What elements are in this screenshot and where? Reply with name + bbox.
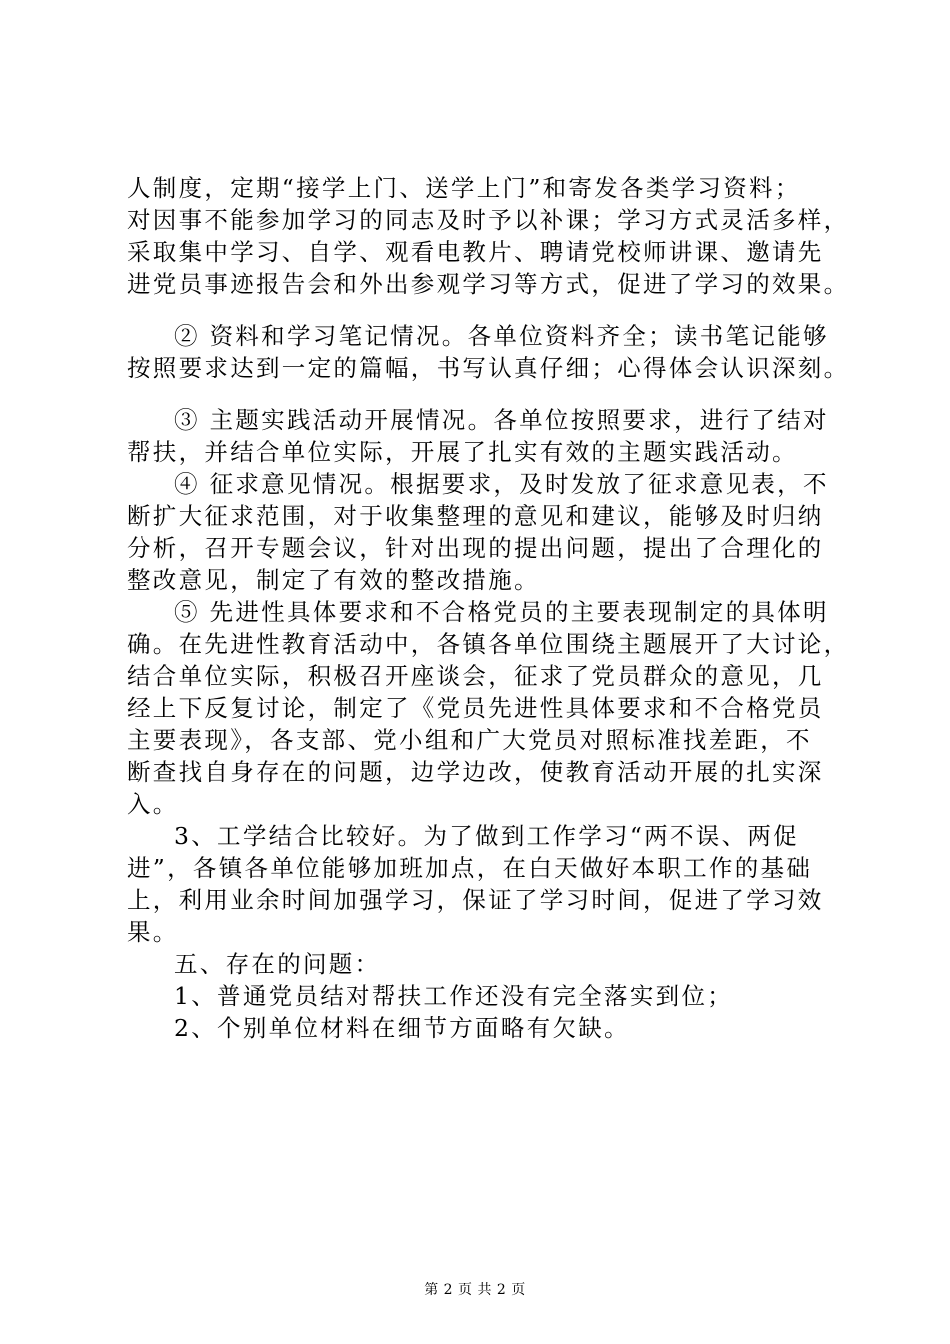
- problem-item-1: [127, 980, 847, 1012]
- text-line: ② 资料和学习笔记情况。各单位资料齐全；读书笔记能够: [174, 322, 829, 350]
- text-line: 2、个别单位材料在细节方面略有欠缺。: [174, 1014, 630, 1042]
- text-line: 确。在先进性教育活动中，各镇各单位围绕主题展开了大讨论，: [127, 630, 850, 658]
- text-line: 人制度，定期“接学上门、送学上门”和寄发各类学习资料；: [127, 174, 801, 202]
- text-line: 五、存在的问题：: [174, 950, 381, 978]
- text-line: 分析，召开专题会议，针对出现的提出问题，提出了合理化的: [127, 534, 824, 562]
- text-line: 按照要求达到一定的篇幅，书写认真仔细；心得体会认识深刻。: [127, 354, 850, 382]
- text-line: 结合单位实际，积极召开座谈会，征求了党员群众的意见，几: [127, 662, 824, 690]
- text-line: 1、普通党员结对帮扶工作还没有完全落实到位；: [174, 982, 734, 1010]
- paragraph-continuation: [127, 172, 850, 300]
- paragraph-theme-practice: [127, 404, 847, 468]
- page-number-label: 第 2 页 共 2 页: [424, 1282, 526, 1298]
- text-line: 进党员事迹报告会和外出参观学习等方式，促进了学习的效果。: [127, 270, 850, 298]
- paragraph-gap: [127, 384, 847, 404]
- text-line: 整改意见，制定了有效的整改措施。: [127, 566, 540, 594]
- paragraph-opinion-collection: [127, 468, 847, 596]
- section-heading-problems: [127, 948, 847, 980]
- paragraph-gap: [127, 300, 847, 320]
- paragraph-work-study: [127, 820, 847, 948]
- text-line: 3、工学结合比较好。为了做到工作学习“两不误、两促: [174, 822, 799, 850]
- text-line: 入。: [127, 790, 179, 818]
- text-line: 对因事不能参加学习的同志及时予以补课；学习方式灵活多样，: [127, 206, 850, 234]
- text-line: 进”，各镇各单位能够加班加点，在白天做好本职工作的基础: [127, 854, 813, 882]
- text-line: 断查找自身存在的问题，边学边改，使教育活动开展的扎实深: [127, 758, 824, 786]
- text-line: ④ 征求意见情况。根据要求，及时发放了征求意见表，不: [174, 470, 829, 498]
- document-body: [127, 172, 850, 1044]
- text-line: 主要表现》，各支部、党小组和广大党员对照标准找差距，不: [127, 726, 812, 754]
- text-line: 上，利用业余时间加强学习，保证了学习时间，促进了学习效: [127, 886, 824, 914]
- text-line: 果。: [127, 918, 179, 946]
- text-line: ⑤ 先进性具体要求和不合格党员的主要表现制定的具体明: [174, 598, 829, 626]
- text-line: 帮扶，并结合单位实际，开展了扎实有效的主题实践活动。: [127, 438, 798, 466]
- text-line: 采取集中学习、自学、观看电教片、聘请党校师讲课、邀请先: [127, 238, 824, 266]
- page-footer: [0, 1279, 950, 1299]
- paragraph-advanced-requirements: [127, 596, 850, 820]
- text-line: 经上下反复讨论，制定了《党员先进性具体要求和不合格党员: [127, 694, 824, 722]
- paragraph-materials-notes: [127, 320, 850, 384]
- problem-item-2: [127, 1012, 847, 1044]
- text-line: 断扩大征求范围，对于收集整理的意见和建议，能够及时归纳: [127, 502, 824, 530]
- text-line: ③ 主题实践活动开展情况。各单位按照要求，进行了结对: [174, 406, 829, 434]
